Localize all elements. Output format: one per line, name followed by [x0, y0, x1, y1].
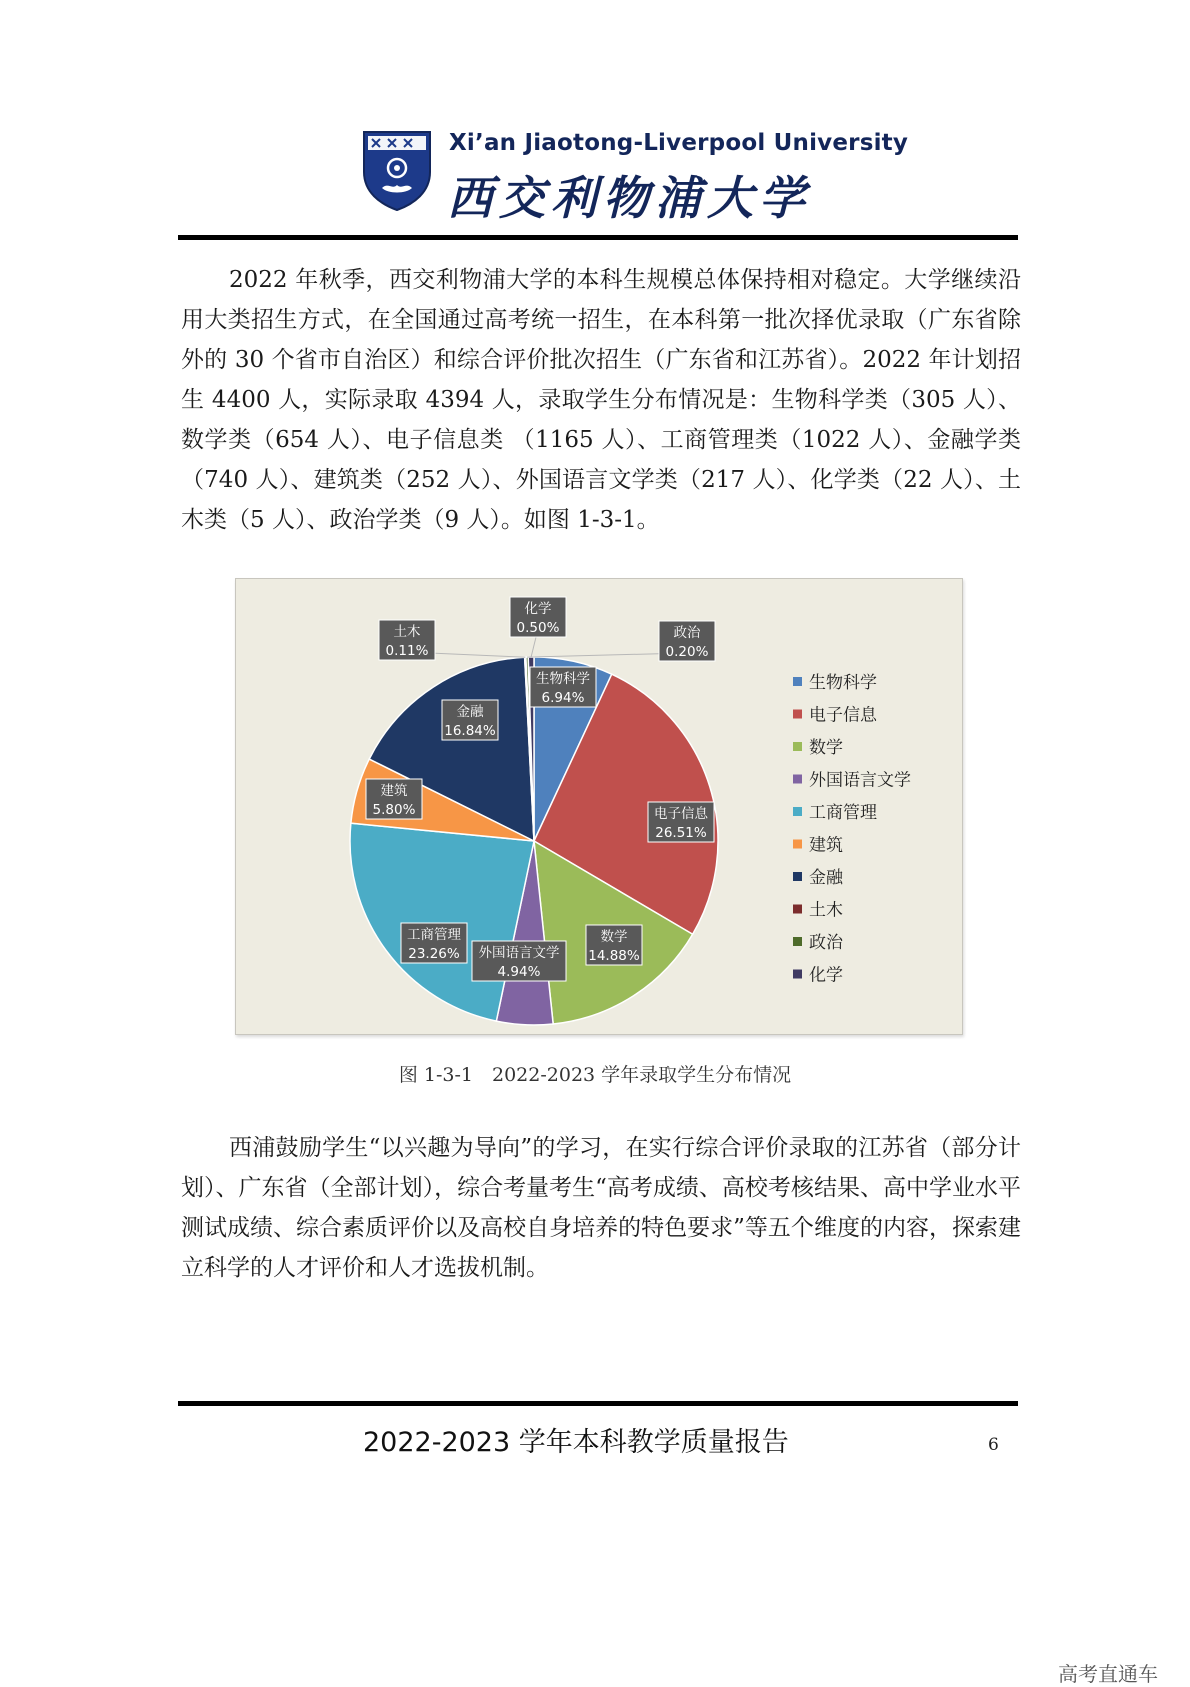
data-label-name: 政治 [673, 625, 701, 641]
legend-swatch [793, 937, 802, 946]
data-label-value: 0.20% [665, 644, 709, 660]
university-shield-icon [362, 130, 432, 212]
legend-label: 工商管理 [809, 803, 877, 823]
data-label-value: 0.11% [385, 643, 429, 659]
data-label-name: 化学 [524, 601, 552, 617]
footer-divider [178, 1401, 1018, 1406]
data-label-value: 5.80% [372, 802, 416, 818]
data-label-6 [366, 779, 422, 819]
data-label-2 [648, 802, 714, 842]
legend-label: 土木 [809, 900, 843, 921]
legend-label: 外国语言文学 [809, 770, 911, 791]
legend-swatch [793, 872, 802, 881]
data-label-4 [472, 941, 566, 981]
legend-label: 数学 [809, 738, 843, 758]
data-label-value: 4.94% [497, 964, 541, 980]
data-label-name: 电子信息 [654, 806, 708, 822]
data-label-name: 建筑 [380, 783, 408, 799]
data-label-name: 工商管理 [407, 927, 461, 943]
legend-swatch [793, 677, 802, 686]
data-label-value: 0.50% [516, 620, 560, 636]
report-title: 2022-2023 学年本科教学质量报告 [363, 1427, 789, 1458]
pie-chart-canvas [236, 579, 962, 1034]
legend-swatch [793, 840, 802, 849]
legend-swatch [793, 905, 802, 914]
university-name-cn: 西交利物浦大学 [447, 171, 811, 225]
legend-swatch [793, 807, 802, 816]
enrollment-pie-chart [235, 578, 963, 1035]
page-header [0, 0, 1190, 240]
legend-swatch [793, 710, 802, 719]
legend-swatch [793, 742, 802, 751]
legend-label: 金融 [809, 868, 843, 888]
data-label-name: 生物科学 [536, 671, 590, 687]
data-label-10 [510, 597, 566, 637]
data-label-7 [442, 700, 498, 740]
data-label-value: 26.51% [655, 825, 707, 841]
data-label-name: 外国语言文学 [478, 945, 560, 961]
data-label-8 [379, 620, 435, 660]
data-label-value: 23.26% [408, 946, 460, 962]
data-label-name: 数学 [600, 929, 628, 945]
data-label-value: 6.94% [541, 690, 585, 706]
data-label-name: 土木 [393, 624, 421, 640]
legend-label: 生物科学 [809, 673, 877, 693]
data-label-1 [530, 667, 596, 707]
intro-paragraph: 2022 年秋季，西交利物浦大学的本科生规模总体保持相对稳定。大学继续沿用大类招生方式，在全国通过高考统一招生，在本科第一批次择优录取（广东省除外的 30 个省市自治区）和综合评价批次招生（广东省和江苏省）。2022 年计划招生 4400 人，实际录取 4394 人，录取学生分布情况是：生物科学类（305 人）、数学类（654 人）、电子信息类 （1165 人）、工商管理类（1022 人）、金融学类（740 人）、建筑类（252 人）、外国语言文学类（217 人）、化学类（22 人）、土木类（5 人）、政治学类（9 人）。如图 1-3-1。 [181, 267, 1021, 533]
watermark-text: 高考直通车 [1058, 1662, 1158, 1686]
closing-paragraph: 西浦鼓励学生“以兴趣为导向”的学习，在实行综合评价录取的江苏省（部分计划）、广东省（全部计划），综合考量考生“高考成绩、高校考核结果、高中学业水平测试成绩、综合素质评价以及高校自身培养的特色要求”等五个维度的内容，探索建立科学的人才评价和人才选拔机制。 [181, 1135, 1021, 1281]
legend-swatch [793, 775, 802, 784]
data-label-3 [586, 925, 642, 965]
legend-swatch [793, 970, 802, 979]
legend-label: 化学 [809, 965, 843, 986]
legend-label: 建筑 [809, 835, 843, 856]
university-name-en: Xi’an Jiaotong-Liverpool University [449, 130, 909, 156]
data-label-name: 金融 [456, 704, 484, 720]
data-label-value: 14.88% [588, 948, 640, 964]
data-label-value: 16.84% [444, 723, 496, 739]
page-number: 6 [988, 1435, 999, 1455]
header-divider [178, 235, 1018, 240]
data-label-9 [659, 621, 715, 661]
legend-label: 政治 [809, 933, 843, 953]
figure-caption: 图 1-3-1 2022-2023 学年录取学生分布情况 [398, 1064, 792, 1086]
legend-label: 电子信息 [809, 705, 877, 726]
data-label-5 [401, 923, 467, 963]
